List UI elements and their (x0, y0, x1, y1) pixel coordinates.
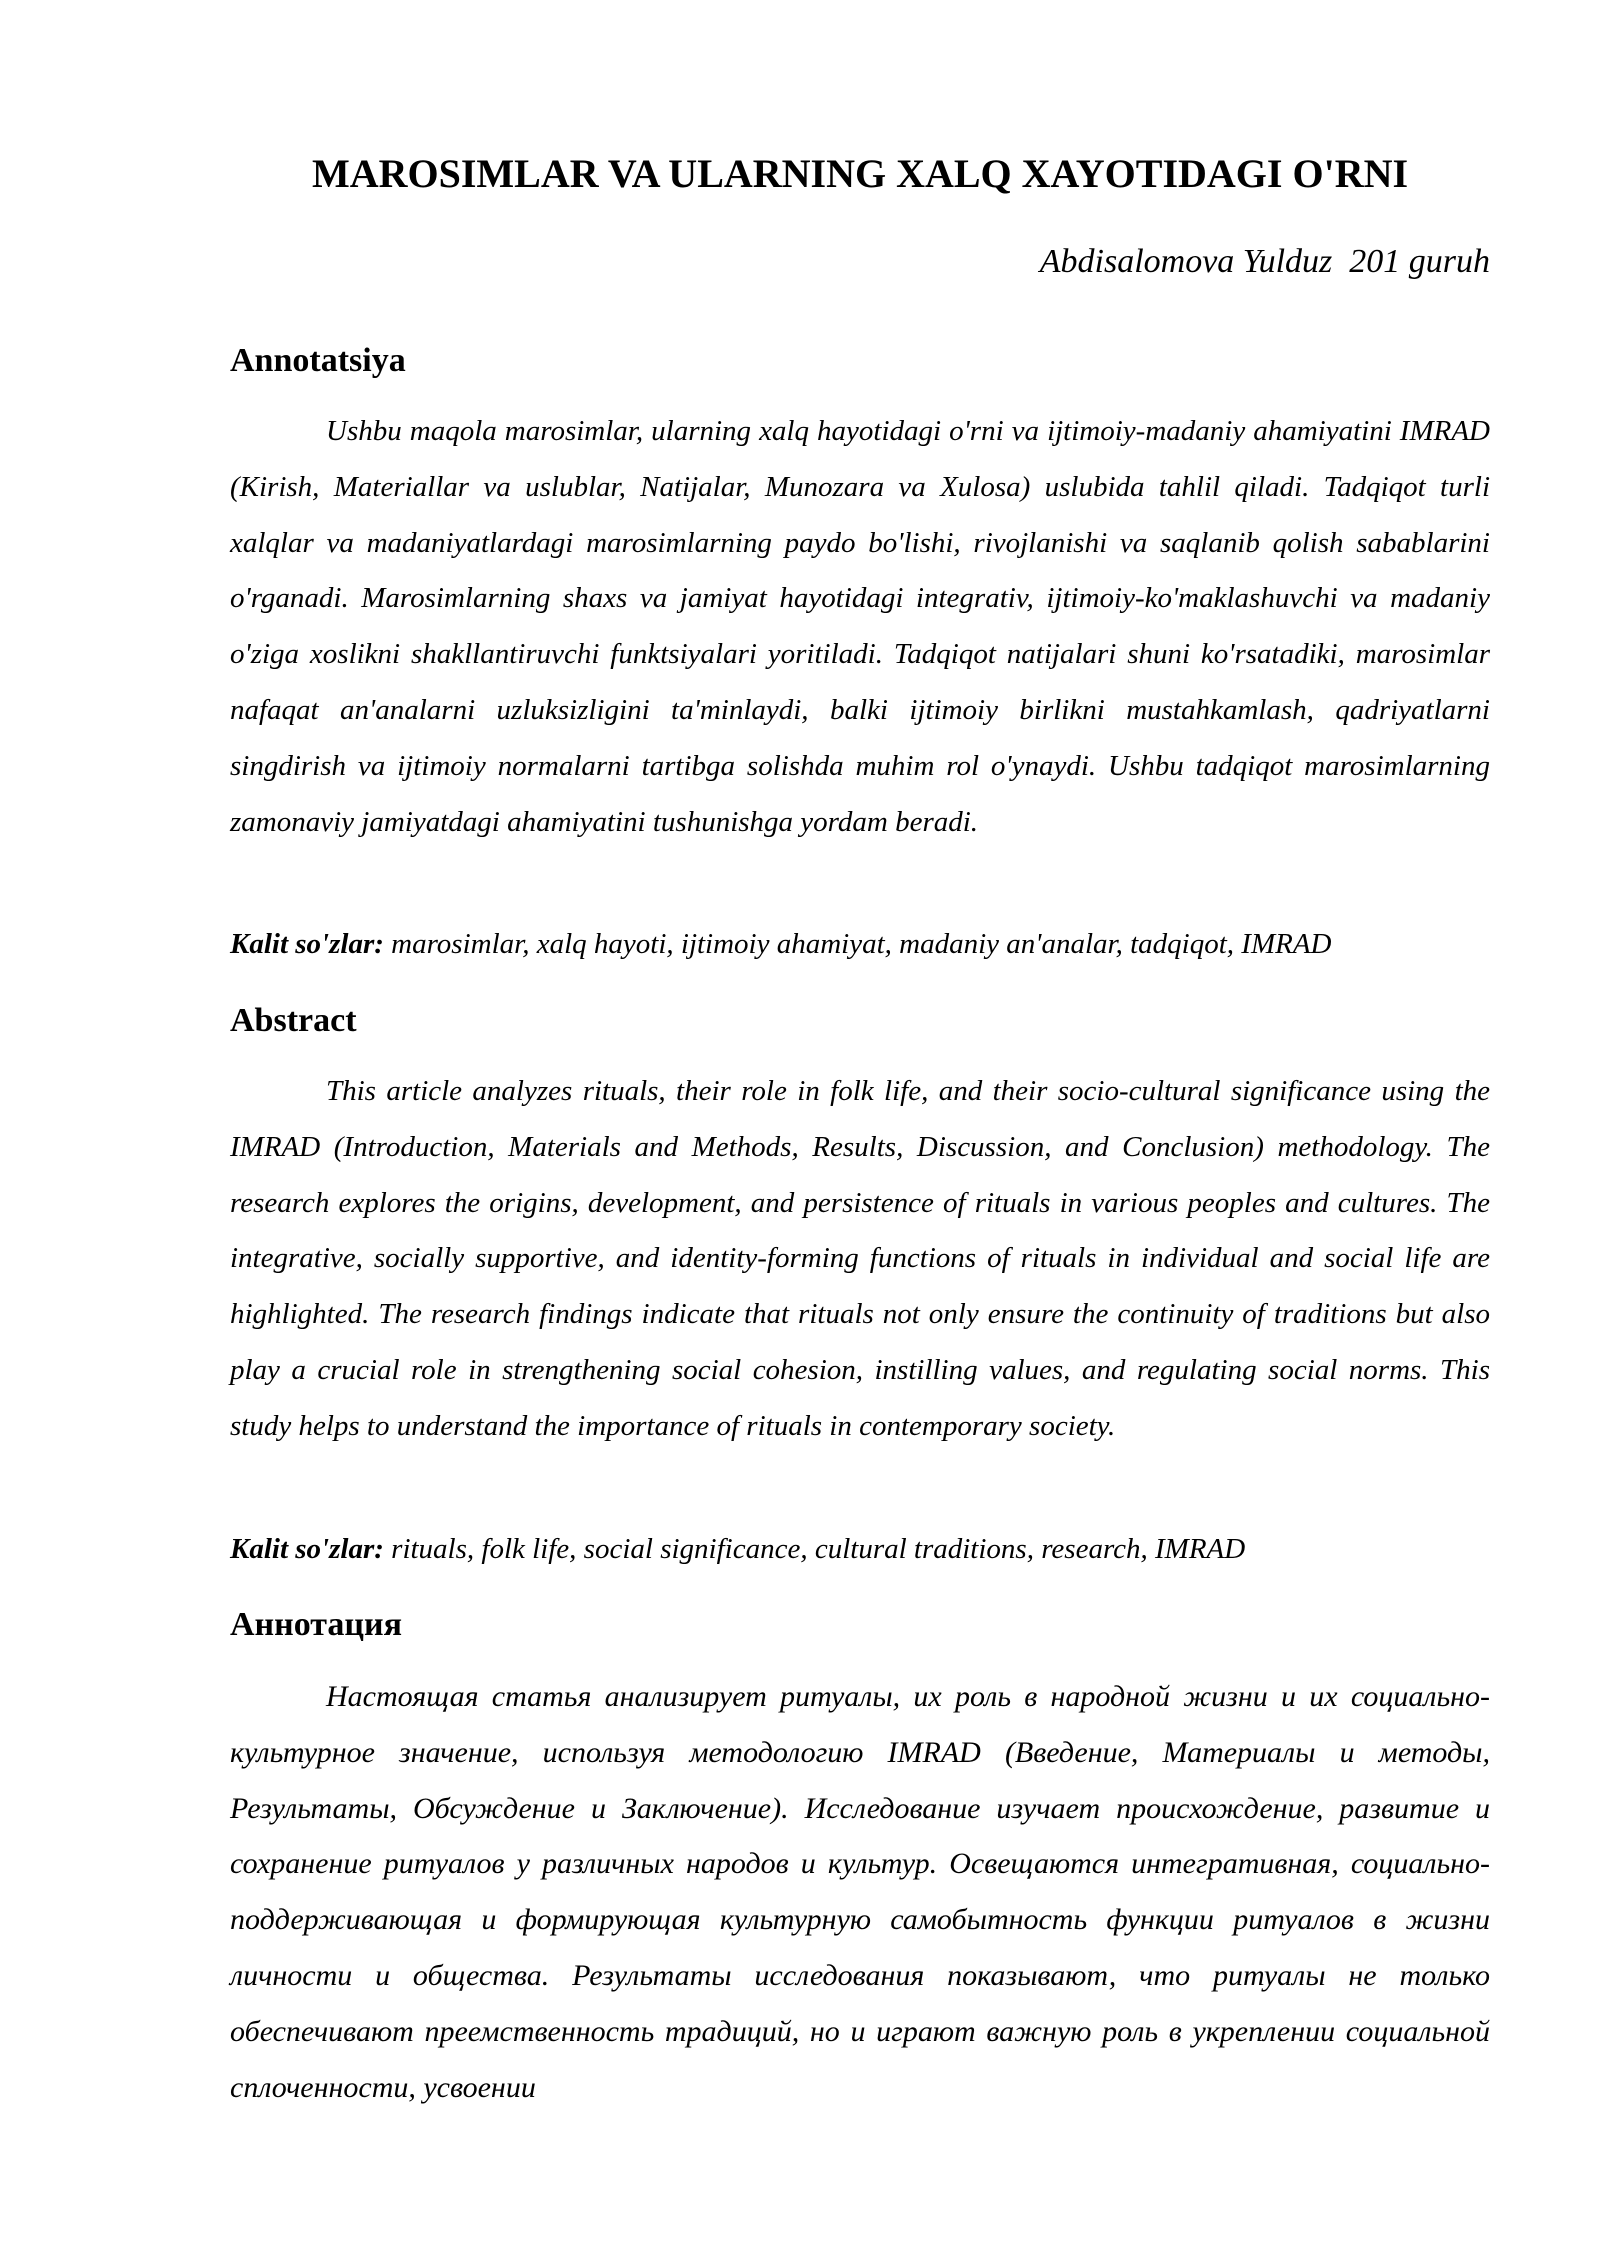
author-line: Abdisalomova Yulduz 201 guruh (1039, 243, 1490, 280)
uz-keywords-label: Kalit so'zlar: (230, 928, 384, 960)
paper-title: MAROSIMLAR VA ULARNING XALQ XAYOTIDAGI O'RNI (311, 151, 1409, 196)
uz-keywords (230, 928, 1490, 961)
annotation-ru-heading: Аннотация (230, 1606, 402, 1643)
annotatsiya-text: Ushbu maqola marosimlar, ularning xalq hayotidagi o'rni va ijtimoiy-madaniy ahamiyatini IMRAD (Kirish, Materiallar va uslublar, Natijalar, Munozara va Xulosa) uslubida tahlil qiladi. Tadqiqot turli xalqlar va madaniyatlardagi marosimlarning paydo bo'lishi, rivojlanishi va saqlanib qolish sabablarini o'rganadi. Marosimlarning shaxs va jamiyat hayotidagi integrativ, ijtimoiy-ko'maklashuvchi va madaniy o'ziga xoslikni shakllantiruvchi funktsiyalari yoritiladi. Tadqiqot natijalari shuni ko'rsatadiki, marosimlar nafaqat an'analarni uzluksizligini ta'minlaydi, balki ijtimoiy birlikni mustahkamlash, qadriyatlarni singdirish va ijtimoiy normalarni tartibga solishda muhim rol o'ynaydi. Ushbu tadqiqot marosimlarning zamonaviy jamiyatdagi ahamiyatini tushunishga yordam beradi. (230, 415, 1490, 838)
uz-keywords-list: marosimlar, xalq hayoti, ijtimoiy ahamiyat, madaniy an'analar, tadqiqot, IMRAD (383, 928, 1332, 960)
annotation-ru-text: Настоящая статья анализирует ритуалы, их роль в народной жизни и их социально-культурное значение, используя методологию IMRAD (Введение, Материалы и методы, Результаты, Обсуждение и Заключение). Исследование изучает происхождение, развитие и сохранение ритуалов у различных народов и культур. Освещаются интегративная, социально-поддерживающая и формирующая культурную самобытность функции ритуалов в жизни личности и общества. Результаты исследования показывают, что ритуалы не только обеспечивают преемственность традиций, но и играют важную роль в укреплении социальной сплоченности, усвоении (230, 1680, 1490, 2104)
abstract-text: This article analyzes rituals, their role in folk life, and their socio-cultural significance using the IMRAD (Introduction, Materials and Methods, Results, Discussion, and Conclusion) methodology. The research explores the origins, development, and persistence of rituals in various peoples and cultures. The integrative, socially supportive, and identity-forming functions of rituals in individual and social life are highlighted. The research findings indicate that rituals not only ensure the continuity of traditions but also play a crucial role in strengthening social cohesion, instilling values, and regulating social norms. This study helps to understand the importance of rituals in contemporary society. (230, 1075, 1490, 1442)
en-keywords (230, 1533, 1490, 1566)
annotatsiya-heading: Annotatsiya (230, 342, 406, 379)
abstract-heading: Abstract (230, 1002, 357, 1039)
en-keywords-label: Kalit so'zlar: (230, 1533, 384, 1565)
en-keywords-list: rituals, folk life, social significance, cultural traditions, research, IMRAD (383, 1533, 1246, 1565)
